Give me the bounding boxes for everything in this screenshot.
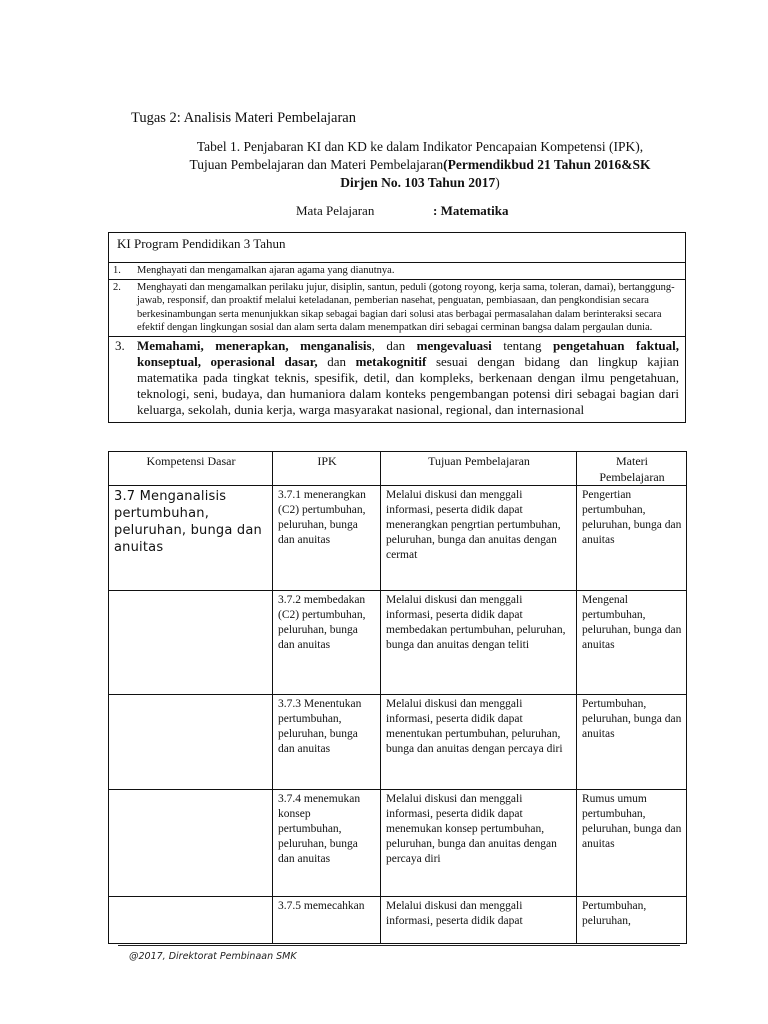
ki-item-number: 2. — [113, 281, 121, 293]
caption-line2-bold: (Permendikbud 21 Tahun 2016&SK — [443, 157, 651, 172]
materi-cell: Pengertian pertumbuhan, peluruhan, bunga dan anuitas — [577, 486, 687, 591]
ki-table — [108, 232, 686, 423]
header-kompetensi-dasar: Kompetensi Dasar — [109, 452, 273, 486]
header-tujuan: Tujuan Pembelajaran — [381, 452, 577, 486]
footer-text: @2017, Direktorat Pembinaan SMK — [129, 951, 297, 962]
tujuan-cell: Melalui diskusi dan menggali informasi, peserta didik dapat — [381, 897, 577, 944]
caption-line2: Tujuan Pembelajaran dan Materi Pembelajaran — [189, 157, 444, 172]
ki-item-row — [109, 263, 686, 280]
ipk-cell: 3.7.4 menemukan konsep pertumbuhan, peluruhan, bunga dan anuitas — [273, 790, 381, 897]
kd-cell — [109, 695, 273, 790]
kd-cell: 3.7 Menganalisis pertumbuhan, peluruhan, bunga dan anuitas — [109, 486, 273, 591]
materi-cell: Rumus umum pertumbuhan, peluruhan, bunga dan anuitas — [577, 790, 687, 897]
ki-title: KI Program Pendidikan 3 Tahun — [109, 233, 686, 263]
caption-line1: Tabel 1. Penjabaran KI dan KD ke dalam Indikator Pencapaian Kompetensi (IPK), — [196, 139, 644, 154]
table-caption — [160, 138, 680, 192]
table-header-row — [109, 452, 687, 486]
materi-cell: Pertumbuhan, peluruhan, — [577, 897, 687, 944]
table-row — [109, 897, 687, 944]
ipk-cell: 3.7.1 menerangkan (C2) pertumbuhan, peluruhan, bunga dan anuitas — [273, 486, 381, 591]
caption-line3-end: ) — [495, 175, 500, 190]
kd-cell — [109, 790, 273, 897]
kd-cell — [109, 897, 273, 944]
ki-item-row — [109, 279, 686, 336]
table-row — [109, 486, 687, 591]
materi-cell: Mengenal pertumbuhan, peluruhan, bunga dan anuitas — [577, 591, 687, 695]
mata-pelajaran-value: : Matematika — [433, 203, 509, 218]
tujuan-cell: Melalui diskusi dan menggali informasi, peserta didik dapat menerangkan pengrtian pertumbuhan, peluruhan, bunga dan anuitas dengan cermat — [381, 486, 577, 591]
table-row — [109, 591, 687, 695]
tujuan-cell: Melalui diskusi dan menggali informasi, peserta didik dapat menentukan pertumbuhan, peluruhan, bunga dan anuitas dengan percaya diri — [381, 695, 577, 790]
footer-divider — [118, 945, 680, 946]
header-materi: Materi Pembelajaran — [577, 452, 687, 486]
ki-item-row — [109, 336, 686, 422]
table-row — [109, 790, 687, 897]
tujuan-cell: Melalui diskusi dan menggali informasi, peserta didik dapat menemukan konsep pertumbuhan, peluruhan, bunga dan anuitas dengan percaya diri — [381, 790, 577, 897]
header-ipk: IPK — [273, 452, 381, 486]
ipk-cell: 3.7.2 membedakan (C2) pertumbuhan, peluruhan, bunga dan anuitas — [273, 591, 381, 695]
ki-item-text: Menghayati dan mengamalkan perilaku jujur, disiplin, santun, peduli (gotong royong, kerja sama, toleran, damai), bertanggung-jawab, responsif, dan proaktif melalui keteladanan, pemberian nasehat, penguatan, pembiasaan, dan pengkondisian secara berkesinambungan serta menunjukkan sikap sebagai bagian dari solusi atas berbagai permasalahan dalam berinteraksi secara efektif dengan lingkungan sosial dan alam serta dalam menempatkan diri sebagai cerminan bangsa dalam pergaulan dunia. — [137, 281, 675, 333]
page-heading: Tugas 2: Analisis Materi Pembelajaran — [131, 110, 356, 126]
tujuan-cell: Melalui diskusi dan menggali informasi, peserta didik dapat membedakan pertumbuhan, peluruhan, bunga dan anuitas dengan teliti — [381, 591, 577, 695]
mata-pelajaran-label: Mata Pelajaran — [296, 203, 375, 218]
kd-cell — [109, 591, 273, 695]
ki-item-text: Memahami, menerapkan, menganalisis, dan mengevaluasi tentang pengetahuan faktual, konseptual, operasional dasar, dan metakognitif sesuai dengan bidang dan lingkup kajian matematika pada tingkat teknis, spesifik, detil, dan kompleks, berkenaan dengan ilmu pengetahuan, teknologi, seni, budaya, dan humaniora dalam konteks pengembangan potensi diri sebagai bagian dari keluarga, sekolah, dunia kerja, warga masyarakat nasional, regional, dan internasional — [137, 337, 680, 417]
materi-cell: Pertumbuhan, peluruhan, bunga dan anuitas — [577, 695, 687, 790]
caption-line3-bold: Dirjen No. 103 Tahun 2017 — [340, 175, 496, 190]
ki-item-text: Menghayati dan mengamalkan ajaran agama yang dianutnya. — [137, 265, 395, 276]
ki-title-row — [109, 233, 686, 263]
kd-table — [108, 451, 687, 944]
ki-item-number: 3. — [115, 337, 125, 353]
ipk-cell: 3.7.5 memecahkan — [273, 897, 381, 944]
table-row — [109, 695, 687, 790]
ki-item-number: 1. — [113, 265, 121, 276]
ipk-cell: 3.7.3 Menentukan pertumbuhan, peluruhan, bunga dan anuitas — [273, 695, 381, 790]
